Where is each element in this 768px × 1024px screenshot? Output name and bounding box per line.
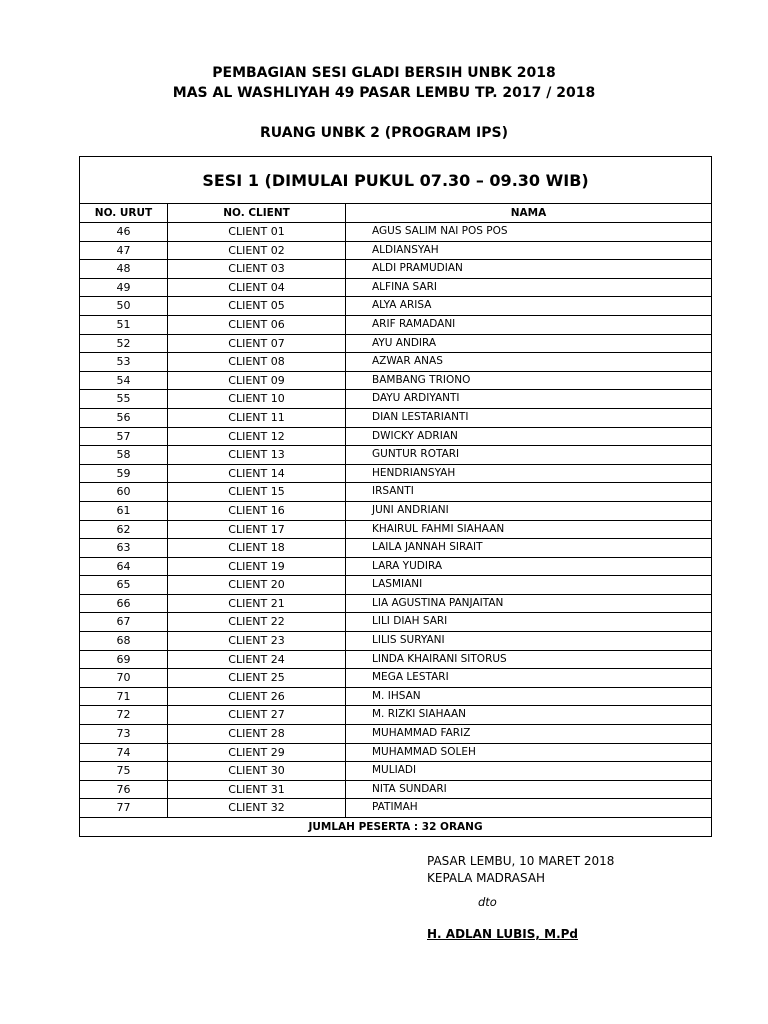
table-row (80, 390, 712, 409)
participant-total: JUMLAH PESERTA : 32 ORANG (80, 818, 712, 837)
client-number: CLIENT 22 (168, 613, 346, 632)
signatory-role: KEPALA MADRASAH (427, 871, 546, 885)
table-row (80, 483, 712, 502)
client-number: CLIENT 23 (168, 632, 346, 651)
table-row (80, 408, 712, 427)
row-number: 76 (80, 780, 168, 799)
row-number: 50 (80, 297, 168, 316)
client-number: CLIENT 18 (168, 539, 346, 558)
table-row (80, 669, 712, 688)
row-number: 58 (80, 446, 168, 465)
client-number: CLIENT 13 (168, 446, 346, 465)
row-number: 57 (80, 427, 168, 446)
table-row (80, 260, 712, 279)
table-row (80, 762, 712, 781)
row-number: 75 (80, 762, 168, 781)
table-row (80, 594, 712, 613)
table-row (80, 334, 712, 353)
participant-name: MUHAMMAD SOLEH (346, 743, 712, 762)
table-row (80, 743, 712, 762)
participant-name: GUNTUR ROTARI (346, 446, 712, 465)
table-row (80, 650, 712, 669)
client-number: CLIENT 05 (168, 297, 346, 316)
row-number: 66 (80, 594, 168, 613)
row-number: 68 (80, 632, 168, 651)
signed-note: dto (478, 895, 497, 909)
table-row (80, 520, 712, 539)
participant-name: ALDI PRAMUDIAN (346, 260, 712, 279)
row-number: 59 (80, 464, 168, 483)
participant-name: ALFINA SARI (346, 278, 712, 297)
client-number: CLIENT 15 (168, 483, 346, 502)
row-number: 70 (80, 669, 168, 688)
client-number: CLIENT 29 (168, 743, 346, 762)
participant-name: IRSANTI (346, 483, 712, 502)
participant-name: LASMIANI (346, 576, 712, 595)
participant-name: MULIADI (346, 762, 712, 781)
table-row (80, 297, 712, 316)
table-row (80, 780, 712, 799)
row-number: 49 (80, 278, 168, 297)
table-row (80, 446, 712, 465)
place-date: PASAR LEMBU, 10 MARET 2018 (427, 854, 615, 868)
participant-name: M. IHSAN (346, 687, 712, 706)
participant-name: AZWAR ANAS (346, 353, 712, 372)
column-header-no-urut: NO. URUT (80, 204, 168, 223)
table-row (80, 223, 712, 242)
participant-name: LIA AGUSTINA PANJAITAN (346, 594, 712, 613)
client-number: CLIENT 10 (168, 390, 346, 409)
participant-table (79, 156, 712, 837)
signatory-name: H. ADLAN LUBIS, M.Pd (427, 927, 579, 941)
table-row (80, 353, 712, 372)
table-row (80, 687, 712, 706)
participant-name: M. RIZKI SIAHAAN (346, 706, 712, 725)
session-heading: SESI 1 (DIMULAI PUKUL 07.30 – 09.30 WIB) (80, 157, 712, 204)
school-subtitle: MAS AL WASHLIYAH 49 PASAR LEMBU TP. 2017 / 2018 (172, 85, 596, 101)
client-number: CLIENT 07 (168, 334, 346, 353)
table-row (80, 576, 712, 595)
row-number: 74 (80, 743, 168, 762)
client-number: CLIENT 30 (168, 762, 346, 781)
participant-name: LARA YUDIRA (346, 557, 712, 576)
table-body (80, 223, 712, 818)
client-number: CLIENT 02 (168, 241, 346, 260)
client-number: CLIENT 01 (168, 223, 346, 242)
row-number: 63 (80, 539, 168, 558)
client-number: CLIENT 11 (168, 408, 346, 427)
row-number: 73 (80, 725, 168, 744)
row-number: 55 (80, 390, 168, 409)
table-row (80, 464, 712, 483)
client-number: CLIENT 08 (168, 353, 346, 372)
table-header-row (80, 204, 712, 223)
participant-name: AGUS SALIM NAI POS POS (346, 223, 712, 242)
row-number: 67 (80, 613, 168, 632)
row-number: 60 (80, 483, 168, 502)
table-row (80, 557, 712, 576)
participant-name: LILIS SURYANI (346, 632, 712, 651)
participant-name: LINDA KHAIRANI SITORUS (346, 650, 712, 669)
row-number: 77 (80, 799, 168, 818)
participant-name: MUHAMMAD FARIZ (346, 725, 712, 744)
client-number: CLIENT 16 (168, 501, 346, 520)
table-row (80, 427, 712, 446)
client-number: CLIENT 09 (168, 371, 346, 390)
table-row (80, 315, 712, 334)
table-row (80, 613, 712, 632)
row-number: 46 (80, 223, 168, 242)
table-row (80, 706, 712, 725)
client-number: CLIENT 21 (168, 594, 346, 613)
row-number: 47 (80, 241, 168, 260)
participant-name: LAILA JANNAH SIRAIT (346, 539, 712, 558)
client-number: CLIENT 26 (168, 687, 346, 706)
client-number: CLIENT 20 (168, 576, 346, 595)
participant-name: DIAN LESTARIANTI (346, 408, 712, 427)
client-number: CLIENT 25 (168, 669, 346, 688)
client-number: CLIENT 06 (168, 315, 346, 334)
participant-name: MEGA LESTARI (346, 669, 712, 688)
row-number: 69 (80, 650, 168, 669)
client-number: CLIENT 19 (168, 557, 346, 576)
row-number: 48 (80, 260, 168, 279)
row-number: 71 (80, 687, 168, 706)
participant-name: PATIMAH (346, 799, 712, 818)
client-number: CLIENT 12 (168, 427, 346, 446)
table-row (80, 278, 712, 297)
row-number: 72 (80, 706, 168, 725)
participant-name: NITA SUNDARI (346, 780, 712, 799)
participant-name: LILI DIAH SARI (346, 613, 712, 632)
row-number: 65 (80, 576, 168, 595)
row-number: 54 (80, 371, 168, 390)
table-row (80, 725, 712, 744)
client-number: CLIENT 03 (168, 260, 346, 279)
participant-name: DAYU ARDIYANTI (346, 390, 712, 409)
participant-name: DWICKY ADRIAN (346, 427, 712, 446)
participant-name: JUNI ANDRIANI (346, 501, 712, 520)
participant-name: HENDRIANSYAH (346, 464, 712, 483)
column-header-nama: NAMA (346, 204, 712, 223)
column-header-no-client: NO. CLIENT (168, 204, 346, 223)
client-number: CLIENT 31 (168, 780, 346, 799)
participant-name: ALDIANSYAH (346, 241, 712, 260)
row-number: 52 (80, 334, 168, 353)
participant-name: ALYA ARISA (346, 297, 712, 316)
participant-name: BAMBANG TRIONO (346, 371, 712, 390)
client-number: CLIENT 04 (168, 278, 346, 297)
client-number: CLIENT 24 (168, 650, 346, 669)
row-number: 51 (80, 315, 168, 334)
document-title: PEMBAGIAN SESI GLADI BERSIH UNBK 2018 (212, 65, 556, 81)
participant-name: AYU ANDIRA (346, 334, 712, 353)
table-row (80, 241, 712, 260)
row-number: 56 (80, 408, 168, 427)
row-number: 64 (80, 557, 168, 576)
row-number: 53 (80, 353, 168, 372)
table-row (80, 539, 712, 558)
client-number: CLIENT 14 (168, 464, 346, 483)
participant-name: KHAIRUL FAHMI SIAHAAN (346, 520, 712, 539)
room-title: RUANG UNBK 2 (PROGRAM IPS) (260, 125, 508, 141)
row-number: 62 (80, 520, 168, 539)
table-row (80, 371, 712, 390)
client-number: CLIENT 28 (168, 725, 346, 744)
client-number: CLIENT 32 (168, 799, 346, 818)
table-row (80, 501, 712, 520)
participant-name: ARIF RAMADANI (346, 315, 712, 334)
client-number: CLIENT 27 (168, 706, 346, 725)
row-number: 61 (80, 501, 168, 520)
table-row (80, 799, 712, 818)
table-row (80, 632, 712, 651)
client-number: CLIENT 17 (168, 520, 346, 539)
